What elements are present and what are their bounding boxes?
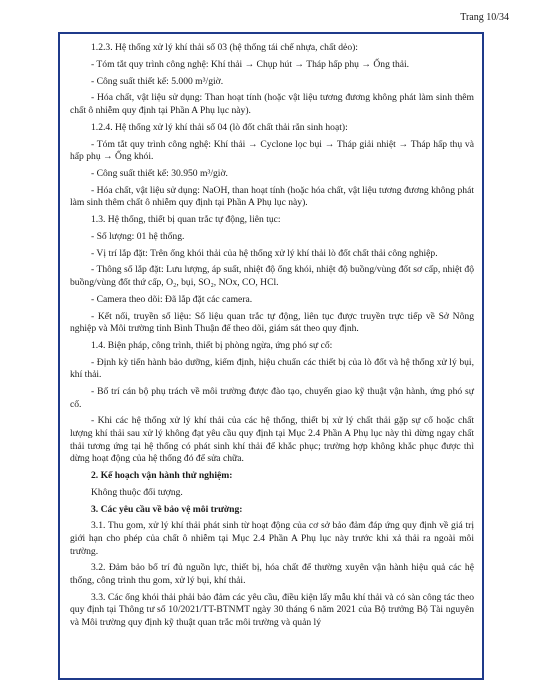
- paragraph-not-applicable: Không thuộc đối tượng.: [91, 486, 183, 498]
- paragraph-3-2: 3.2. Đảm bảo bố trí đủ nguồn lực, thiết bị, hóa chất để thường xuyên vận hành hiệu quả các hệ thống, công trình thu gom, xử lý bụi, khí thải.: [70, 562, 474, 586]
- page-number: Trang 10/34: [460, 12, 509, 23]
- paragraph-3-3: 3.3. Các ống khói thải phải bảo đảm các yêu cầu, điều kiện lấy mẫu khí thải và có sàn công tác theo quy định tại Thông tư số 10/2021/TT-BTNMT ngày 30 tháng 6 năm 2021 của Bộ trưởng Bộ Tài nguyên và Môi trường quy định kỹ thuật quan trắc môi trường và quản lý: [70, 591, 474, 628]
- paragraph-3-1: 3.1. Thu gom, xử lý khí thải phát sinh từ hoạt động của cơ sở bảo đảm đáp ứng quy định về giá trị giới hạn cho phép của chất ô nhiễm tại Mục 2.4 Phần A Phụ lục này trước khi xả thải ra ngoài môi trường.: [70, 520, 474, 557]
- paragraph-data-transmission: - Kết nối, truyền số liệu: Số liệu quan trắc tự động, liên tục được truyền trực tiếp về Sở Nông nghiệp và Môi trường tỉnh Bình Thuận để theo dõi, giám sát theo quy định.: [70, 310, 474, 335]
- paragraph-quantity: - Số lượng: 01 hệ thống.: [91, 230, 185, 242]
- paragraph-camera: - Camera theo dõi: Đã lắp đặt các camera.: [91, 293, 253, 305]
- paragraph-maintenance: - Định kỳ tiến hành bảo dưỡng, kiểm định, hiệu chuẩn các thiết bị của lò đốt và hệ thống xử lý bụi, khí thải.: [70, 356, 474, 381]
- paragraph-install-parameters: - Thông số lắp đặt: Lưu lượng, áp suất, nhiệt độ ống khói, nhiệt độ buồng/vùng đốt sơ cấp, nhiệt độ buồng/vùng đốt thứ cấp, O₂, bụi, SO₂, NOx, CO, HCl.: [70, 264, 474, 288]
- paragraph-incident: - Khi các hệ thống xử lý khí thải của các hệ thống, thiết bị xử lý chất thải gặp sự cố hoặc chất lượng khí thải sau xử lý không đạt yêu cầu quy định tại Mục 2.4 Phần A Phụ lục này thì dừng ngay chất thải tương ứng tại hệ thống có phát sinh khí thải để khắc phục; trường hợp không khắc phục được thì dừng hoạt động của hệ thống đó để sửa chữa.: [70, 415, 474, 465]
- document-frame: [58, 32, 484, 680]
- heading-1-2-3: 1.2.3. Hệ thống xử lý khí thải số 03 (hệ thống tái chế nhựa, chất dẻo):: [91, 42, 358, 53]
- paragraph-install-location: - Vị trí lắp đặt: Trên ống khói thải của hệ thống xử lý khí thải lò đốt chất thải công nghiệp.: [91, 247, 438, 259]
- heading-1-4: 1.4. Biện pháp, công trình, thiết bị phòng ngừa, ứng phó sự cố:: [91, 339, 333, 351]
- paragraph-chemicals-03: - Hóa chất, vật liệu sử dụng: Than hoạt tính (hoặc vật liệu tương đương không phát làm sinh thêm chất ô nhiễm quy định tại Phần A Phụ lục này).: [70, 92, 474, 116]
- paragraph-capacity-04: - Công suất thiết kế: 30.950 m³/giờ.: [91, 167, 228, 179]
- paragraph-process-summary-04: - Tóm tắt quy trình công nghệ: Khí thải → Cyclone lọc bụi → Tháp giải nhiệt → Tháp hấp thụ và hấp phụ → Ống khói.: [70, 138, 474, 163]
- heading-3: 3. Các yêu cầu về bảo vệ môi trường:: [91, 503, 243, 515]
- paragraph-process-summary-03: - Tóm tắt quy trình công nghệ: Khí thải → Chụp hút → Tháp hấp phụ → Ống thải.: [91, 58, 410, 70]
- paragraph-chemicals-04: - Hóa chất, vật liệu sử dụng: NaOH, than hoạt tính (hoặc hóa chất, vật liệu tương đương không phát làm sinh thêm chất ô nhiễm quy định tại Phần A Phụ lục này).: [70, 184, 474, 209]
- paragraph-staff: - Bố trí cán bộ phụ trách về môi trường được đào tạo, chuyển giao kỹ thuật vận hành, ứng phó sự cố.: [70, 386, 474, 410]
- heading-1-2-4: 1.2.4. Hệ thống xử lý khí thải số 04 (lò đốt chất thải rắn sinh hoạt):: [91, 121, 348, 133]
- heading-2: 2. Kế hoạch vận hành thử nghiệm:: [91, 470, 233, 481]
- paragraph-capacity-03: - Công suất thiết kế: 5.000 m³/giờ.: [91, 75, 224, 87]
- heading-1-3: 1.3. Hệ thống, thiết bị quan trắc tự động, liên tục:: [91, 214, 281, 226]
